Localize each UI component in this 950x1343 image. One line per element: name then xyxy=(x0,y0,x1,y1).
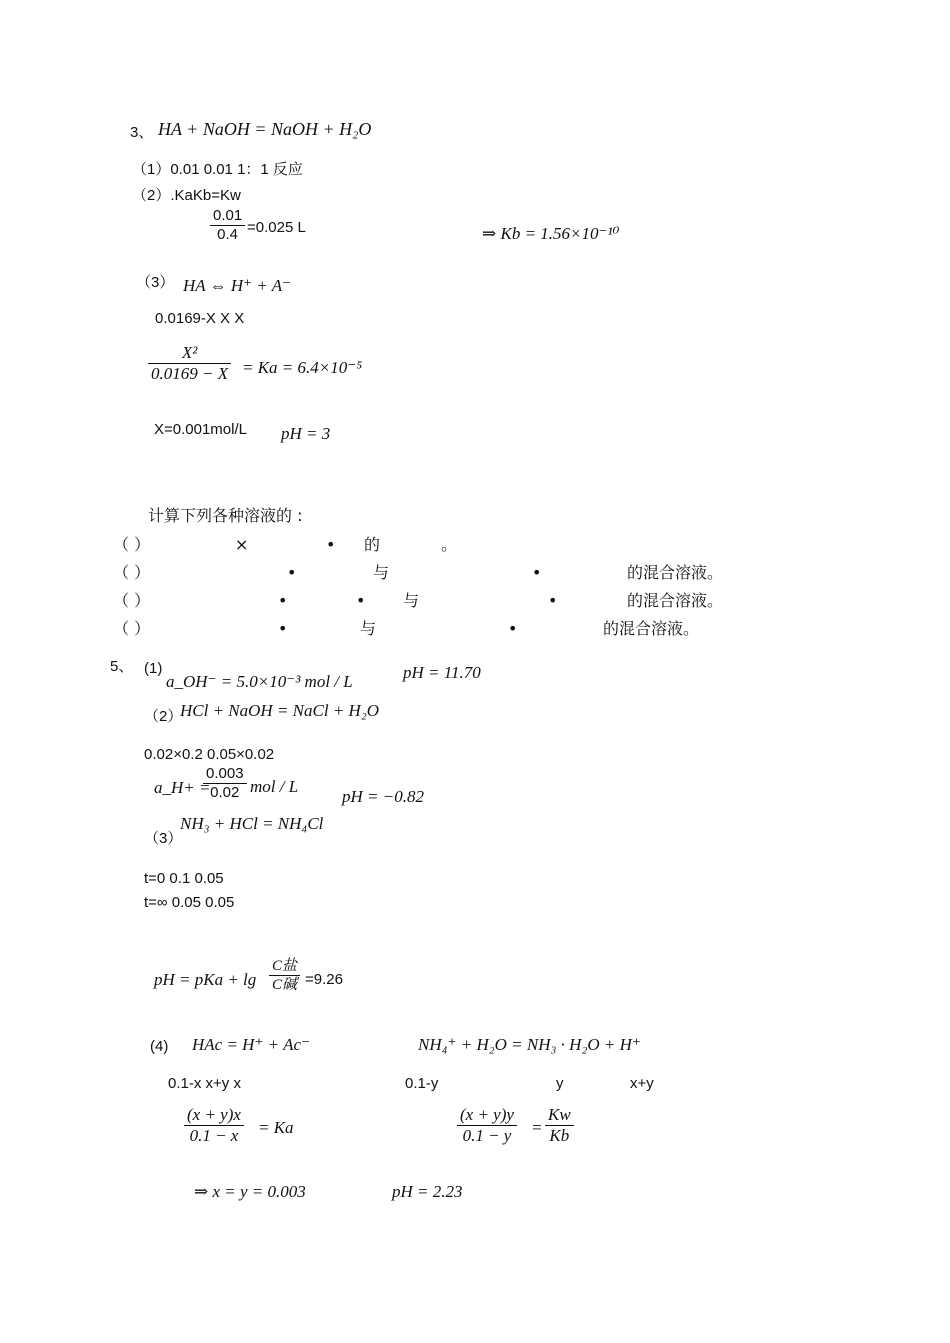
problem-4-line1-paren: （ ） xyxy=(113,535,151,554)
problem-5-part4-fraction1-rhs: = Ka xyxy=(258,1118,294,1137)
problem-4-line1-times: × xyxy=(235,535,249,554)
problem-4-line4-yu: 与 xyxy=(360,619,377,638)
fraction-numerator: (x + y)y xyxy=(457,1105,517,1126)
fraction-denominator: C碱 xyxy=(272,977,298,993)
problem-5-part2-label: （2） xyxy=(144,708,183,725)
problem-5-part4-equation2: NH₄⁺ + H₂O = NH₃ · H₂O + H⁺ xyxy=(418,1035,641,1054)
problem-5-part4-fraction3 xyxy=(545,1105,574,1147)
problem-4-line3-dot3: • xyxy=(548,591,558,610)
fraction-denominator: Kb xyxy=(549,1126,570,1146)
problem-5-part3-ph-left: pH = pKa + lg xyxy=(154,970,257,989)
problem-4-line1-dot: • xyxy=(326,535,336,554)
problem-5-part4-fraction2 xyxy=(457,1105,517,1147)
problem-3-number: 3、 xyxy=(130,124,154,141)
problem-4-heading: 计算下列各种溶液的 : xyxy=(148,506,303,525)
problem-3-ph-result: pH = 3 xyxy=(281,424,331,443)
problem-5-part2-ph: pH = −0.82 xyxy=(342,787,424,806)
problem-4-line4-end: 的混合溶液。 xyxy=(603,619,700,638)
problem-4-line2-yu: 与 xyxy=(373,563,390,582)
problem-5-number: 5、 xyxy=(110,658,134,675)
fraction-numerator: X² xyxy=(148,343,231,364)
problem-5-part2-calc: 0.02×0.2 0.05×0.02 xyxy=(144,746,275,763)
problem-3-volume-fraction xyxy=(210,207,245,244)
problem-5-part2-unit: mol / L xyxy=(250,777,299,796)
problem-5-part4-conc2b: y xyxy=(556,1075,564,1092)
problem-5-part3-t0: t=0 0.1 0.05 xyxy=(144,870,224,887)
fraction-numerator: C盐 xyxy=(269,957,300,976)
problem-4-line1-end: 。 xyxy=(441,535,458,554)
problem-3-kb-result: ⇒ Kb = 1.56×10⁻¹⁰ xyxy=(482,224,620,243)
problem-5-part4-fraction2-equals: = xyxy=(531,1118,543,1137)
fraction-denominator: 0.1 − y xyxy=(462,1126,512,1146)
problem-4-line2-dot1: • xyxy=(287,563,297,582)
problem-5-part4-label: (4) xyxy=(150,1038,169,1055)
problem-4-line3-dot1: • xyxy=(278,591,288,610)
problem-4-line1-de: 的 xyxy=(364,535,381,554)
problem-5-part3-ph-right: =9.26 xyxy=(305,971,343,988)
problem-5-part3-fraction xyxy=(269,957,300,994)
fraction-denominator: 0.02 xyxy=(210,784,240,801)
fraction-denominator: 0.1 − x xyxy=(189,1126,239,1146)
problem-5-part3-label: （3） xyxy=(144,830,183,847)
problem-3-ka-fraction xyxy=(148,343,231,385)
problem-3-equation: HA + NaOH = NaOH + H₂O xyxy=(158,119,372,139)
problem-5-part1-label: (1) xyxy=(144,660,163,677)
problem-5-part2-a: a_H+ = xyxy=(154,778,211,797)
problem-5-part4-concentrations1: 0.1-x x+y x xyxy=(168,1075,241,1092)
problem-4-line2-end: 的混合溶液。 xyxy=(627,563,724,582)
fraction-numerator: Kw xyxy=(545,1105,574,1126)
problem-5-part1-equation: a_OH⁻ = 5.0×10⁻³ mol / L xyxy=(166,672,353,691)
problem-5-part4-fraction1 xyxy=(184,1105,244,1147)
problem-5-part1-ph: pH = 11.70 xyxy=(403,663,481,682)
fraction-denominator: 0.4 xyxy=(217,226,239,243)
problem-3-part1: （1）0.01 0.01 1：1 反应 xyxy=(132,161,303,178)
problem-4-line3-end: 的混合溶液。 xyxy=(627,591,724,610)
problem-4-line2-paren: （ ） xyxy=(113,563,151,582)
problem-4-line3-dot2: • xyxy=(356,591,366,610)
problem-3-ka-result: = Ka = 6.4×10⁻⁵ xyxy=(242,358,363,377)
fraction-numerator: 0.003 xyxy=(203,765,247,784)
fraction-numerator: 0.01 xyxy=(210,207,245,226)
problem-5-final-x: ⇒ x = y = 0.003 xyxy=(194,1182,306,1201)
problem-5-part2-equation: HCl + NaOH = NaCl + H₂O xyxy=(180,701,380,720)
problem-3-part3-label: （3） xyxy=(136,274,175,291)
problem-4-line4-paren: （ ） xyxy=(113,619,151,638)
problem-5-part4-conc2a: 0.1-y xyxy=(405,1075,439,1092)
problem-5-part3-equation: NH₃ + HCl = NH₄Cl xyxy=(180,814,324,833)
problem-4-line2-dot2: • xyxy=(532,563,542,582)
problem-5-part4-conc2c: x+y xyxy=(630,1075,654,1092)
fraction-denominator: 0.0169 − X xyxy=(151,364,229,384)
problem-5-part3-tinf: t=∞ 0.05 0.05 xyxy=(144,894,235,911)
problem-3-part3-equation: HA ⇔ H⁺ + A⁻ xyxy=(183,276,292,295)
problem-5-part4-equation1: HAc = H⁺ + Ac⁻ xyxy=(192,1035,310,1054)
problem-4-line3-yu: 与 xyxy=(403,591,420,610)
problem-5-part2-fraction xyxy=(203,765,247,802)
problem-3-x-result: X=0.001mol/L xyxy=(154,421,247,438)
problem-5-final-ph: pH = 2.23 xyxy=(392,1182,463,1201)
problem-4-line4-dot1: • xyxy=(278,619,288,638)
problem-3-part2: （2）.KaKb=Kw xyxy=(132,187,241,204)
problem-3-part3-concentrations: 0.0169-X X X xyxy=(155,310,245,327)
problem-3-volume-result: =0.025 L xyxy=(247,219,306,236)
problem-4-line3-paren: （ ） xyxy=(113,591,151,610)
problem-4-line4-dot2: • xyxy=(508,619,518,638)
fraction-numerator: (x + y)x xyxy=(184,1105,244,1126)
